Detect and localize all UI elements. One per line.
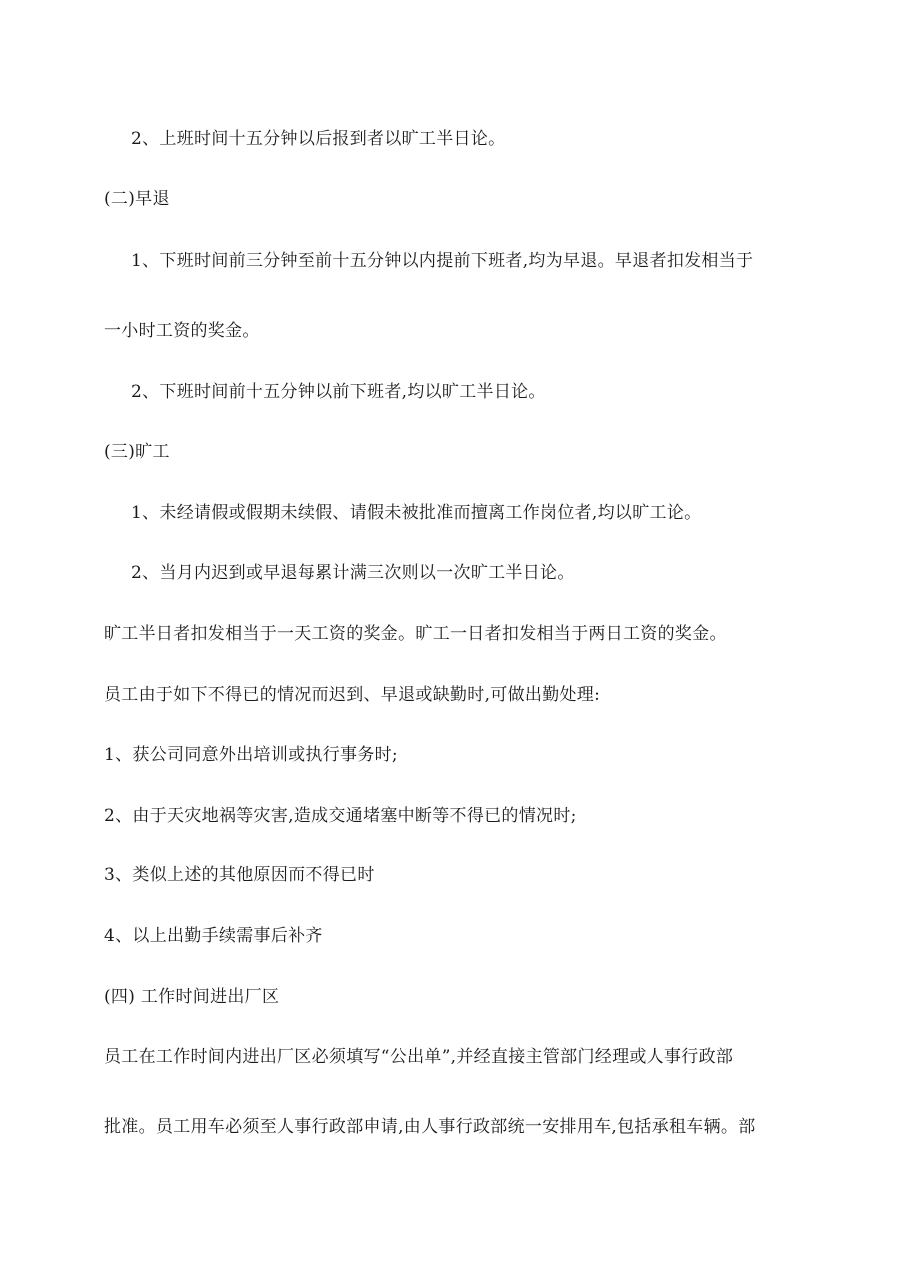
paragraph-plant-access-2: 批准。员工用车必须至人事行政部申请,由人事行政部统一安排用车,包括承租车辆。部 [104,1117,756,1137]
paragraph-exemption-intro: 员工由于如下不得已的情况而迟到、早退或缺勤时,可做出勤处理: [104,685,601,705]
list-item-exemption-3: 3、类似上述的其他原因而不得已时 [104,865,375,885]
section-heading-early-leave: (二)早退 [104,189,170,209]
section-heading-plant-access: (四) 工作时间进出厂区 [104,987,280,1007]
paragraph-plant-access-1: 员工在工作时间内进出厂区必须填写“公出单”,并经直接主管部门经理或人事行政部 [104,1047,734,1067]
list-item-exemption-4: 4、以上出勤手续需事后补齐 [104,926,323,946]
paragraph-early-leave-rule-1: 1、下班时间前三分钟至前十五分钟以内提前下班者,均为早退。早退者扣发相当于 [131,251,754,271]
paragraph-early-leave-rule-1-cont: 一小时工资的奖金。 [104,321,260,341]
list-item-exemption-1: 1、获公司同意外出培训或执行事务时; [104,745,398,765]
list-item-exemption-2: 2、由于天灾地祸等灾害,造成交通堵塞中断等不得已的情况时; [104,806,577,826]
paragraph-absence-rule-2: 2、当月内迟到或早退每累计满三次则以一次旷工半日论。 [131,563,575,583]
paragraph-early-leave-rule-2: 2、下班时间前十五分钟以前下班者,均以旷工半日论。 [131,382,546,402]
paragraph-absence-penalty: 旷工半日者扣发相当于一天工资的奖金。旷工一日者扣发相当于两日工资的奖金。 [104,624,727,644]
paragraph-absence-rule-1: 1、未经请假或假期未续假、请假未被批准而擅离工作岗位者,均以旷工论。 [131,503,702,523]
paragraph-late-rule-2: 2、上班时间十五分钟以后报到者以旷工半日论。 [131,129,506,149]
section-heading-absence: (三)旷工 [104,442,170,462]
